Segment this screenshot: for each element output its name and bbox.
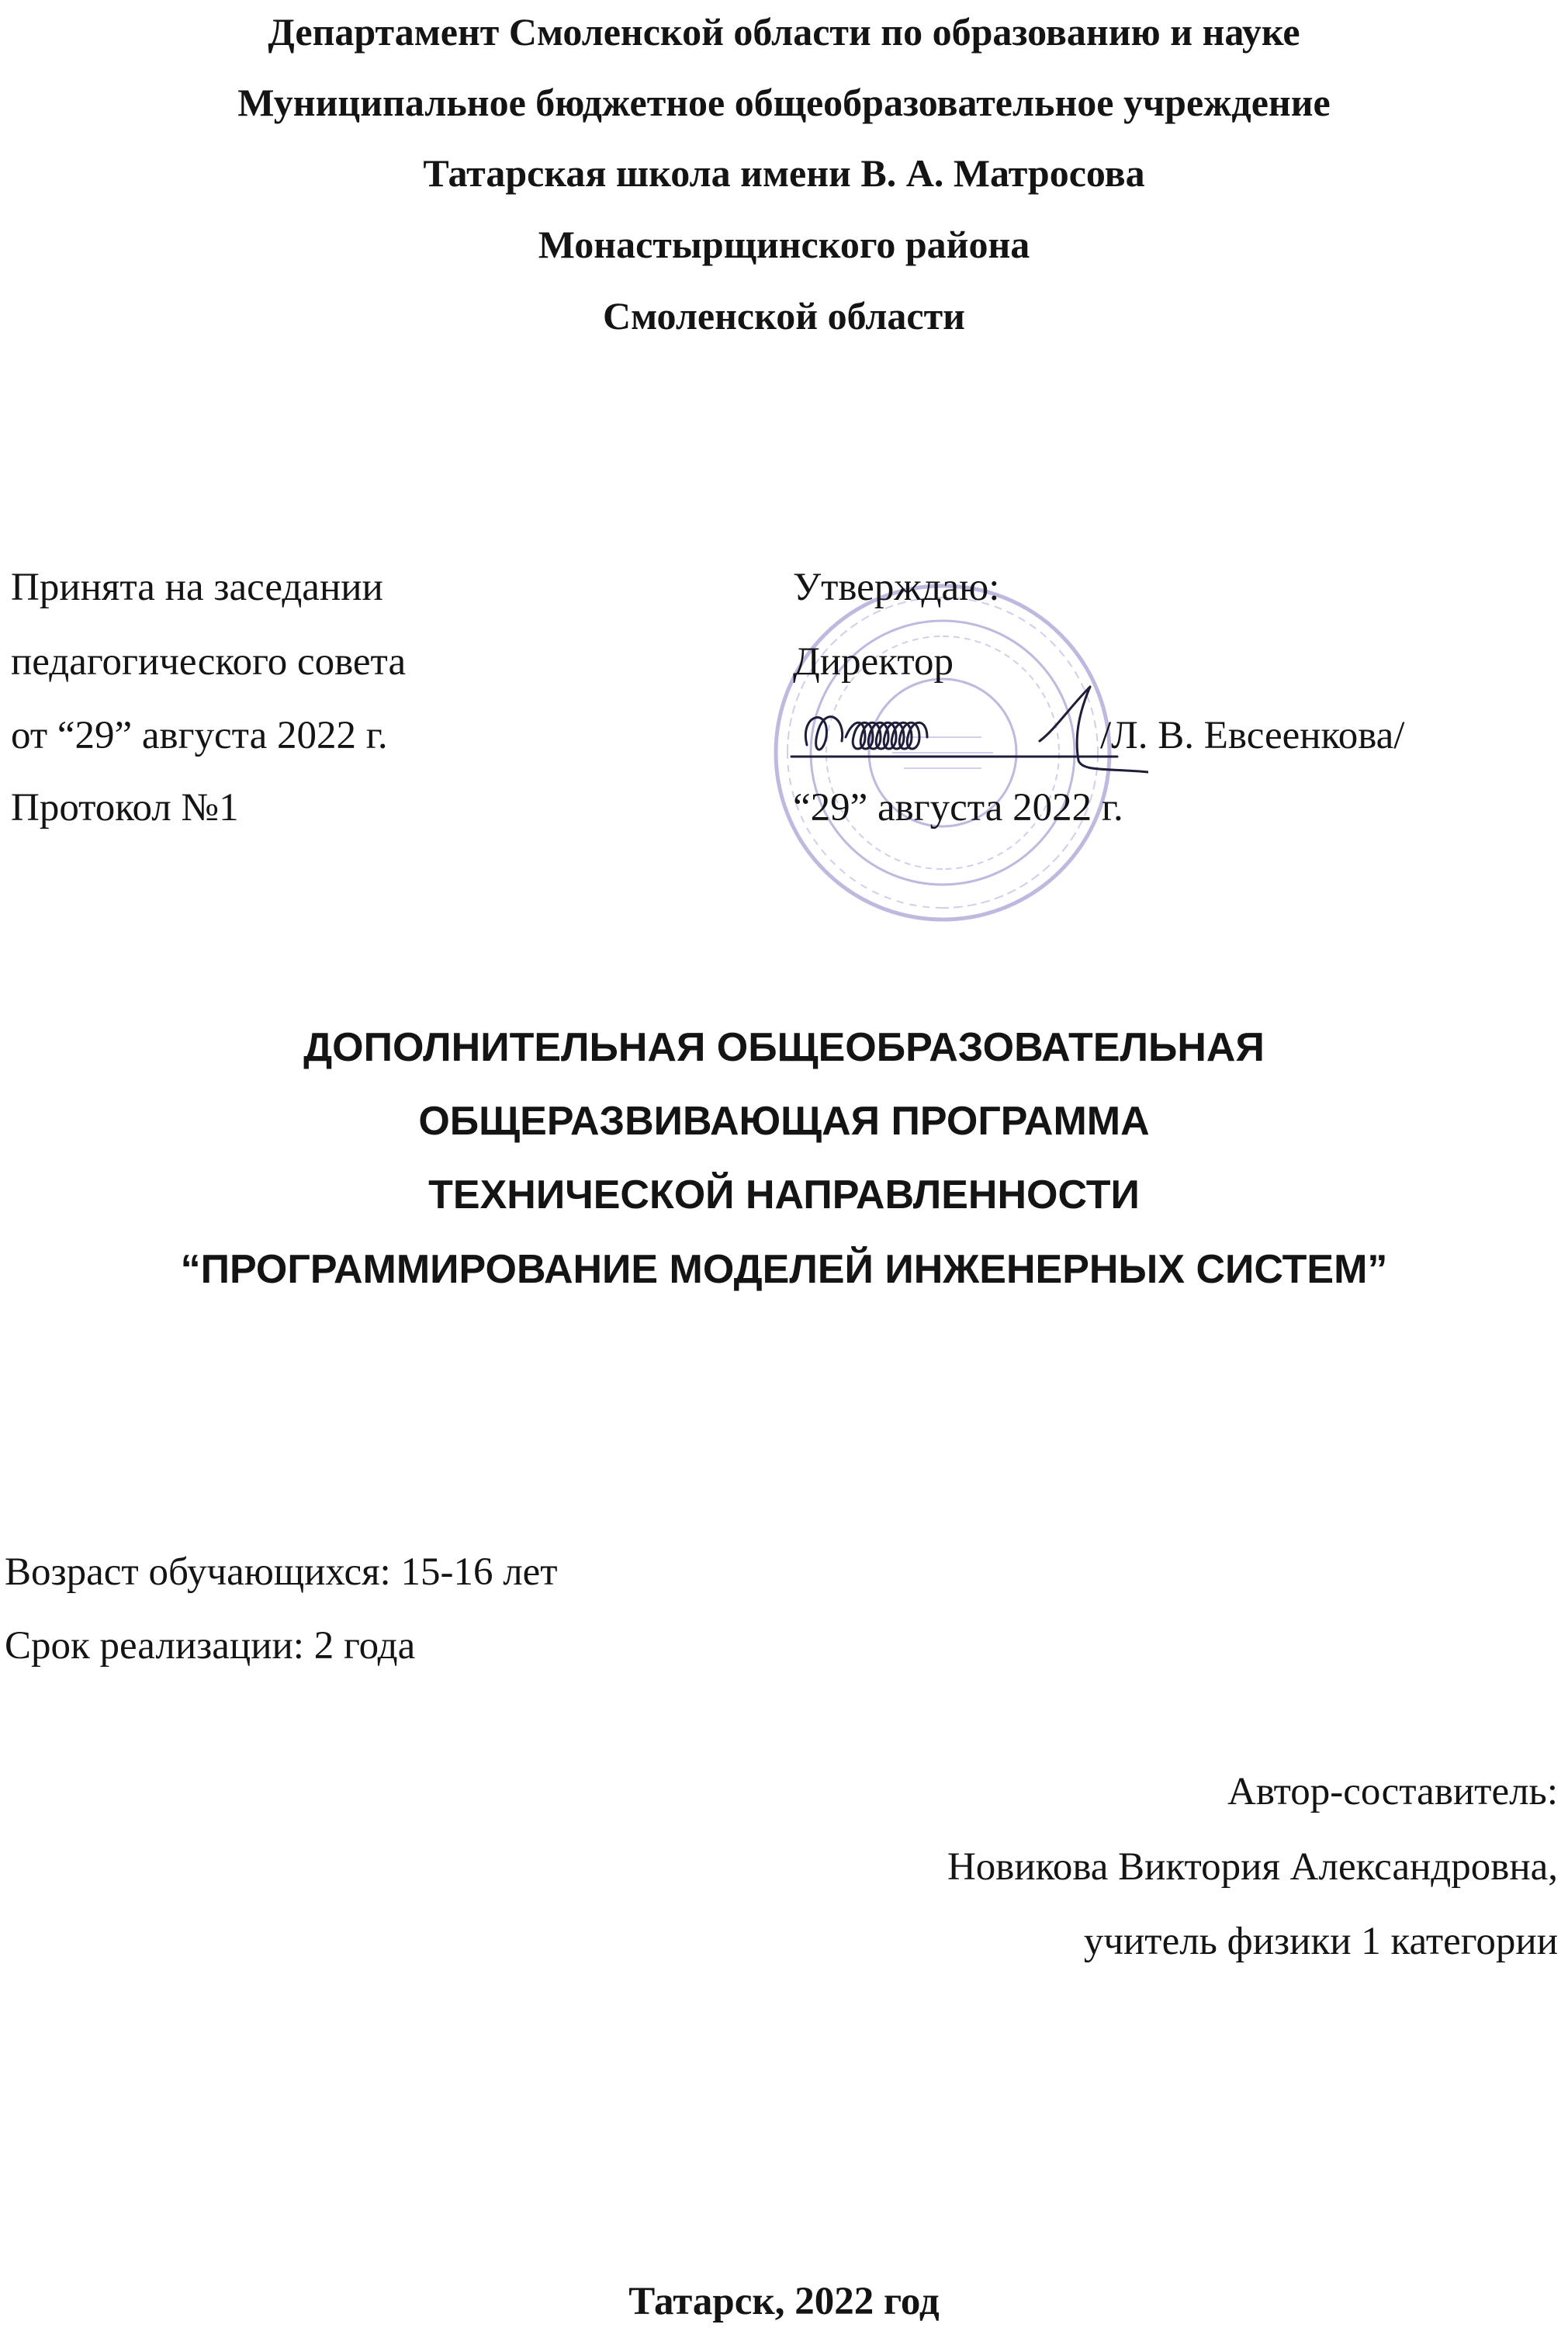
title-line-4: “ПРОГРАММИРОВАНИЕ МОДЕЛЕЙ ИНЖЕНЕРНЫХ СИСТЕМ” <box>180 1247 1388 1292</box>
title-line-1: ДОПОЛНИТЕЛЬНАЯ ОБЩЕОБРАЗОВАТЕЛЬНАЯ <box>303 1025 1265 1070</box>
header-line-department: Департамент Смоленской области по образованию и науке <box>268 10 1300 54</box>
author-position: учитель физики 1 категории <box>1083 1920 1558 1963</box>
council-line-protocol: Протокол №1 <box>11 786 239 830</box>
student-age: Возраст обучающихся: 15-16 лет <box>5 1550 558 1594</box>
director-signature <box>784 683 1148 791</box>
director-title: Директор <box>793 640 954 684</box>
author-name: Новикова Виктория Александровна, <box>947 1845 1558 1889</box>
council-line-date: от “29” августа 2022 г. <box>11 714 388 757</box>
council-line-2: педагогического совета <box>11 640 407 684</box>
director-approve-label: Утверждаю: <box>793 566 1000 609</box>
director-name: /Л. В. Евсеенкова/ <box>1100 714 1405 757</box>
header-line-school-name: Татарская школа имени В. А. Матросова <box>423 151 1145 195</box>
title-line-2: ОБЩЕРАЗВИВАЮЩАЯ ПРОГРАММА <box>418 1099 1150 1144</box>
header-line-district: Монастырщинского района <box>538 223 1030 266</box>
author-label: Автор-составитель: <box>1227 1770 1558 1813</box>
program-duration: Срок реализации: 2 года <box>5 1624 416 1668</box>
place-and-year: Татарск, 2022 год <box>628 2280 940 2323</box>
header-line-institution-type: Муниципальное бюджетное общеобразовательное учреждение <box>237 81 1331 124</box>
council-line-1: Принята на заседании <box>11 566 383 609</box>
director-sign-date: “29” августа 2022 г. <box>793 786 1123 830</box>
title-line-3: ТЕХНИЧЕСКОЙ НАПРАВЛЕННОСТИ <box>428 1172 1140 1218</box>
header-line-region: Смоленской области <box>603 294 965 338</box>
